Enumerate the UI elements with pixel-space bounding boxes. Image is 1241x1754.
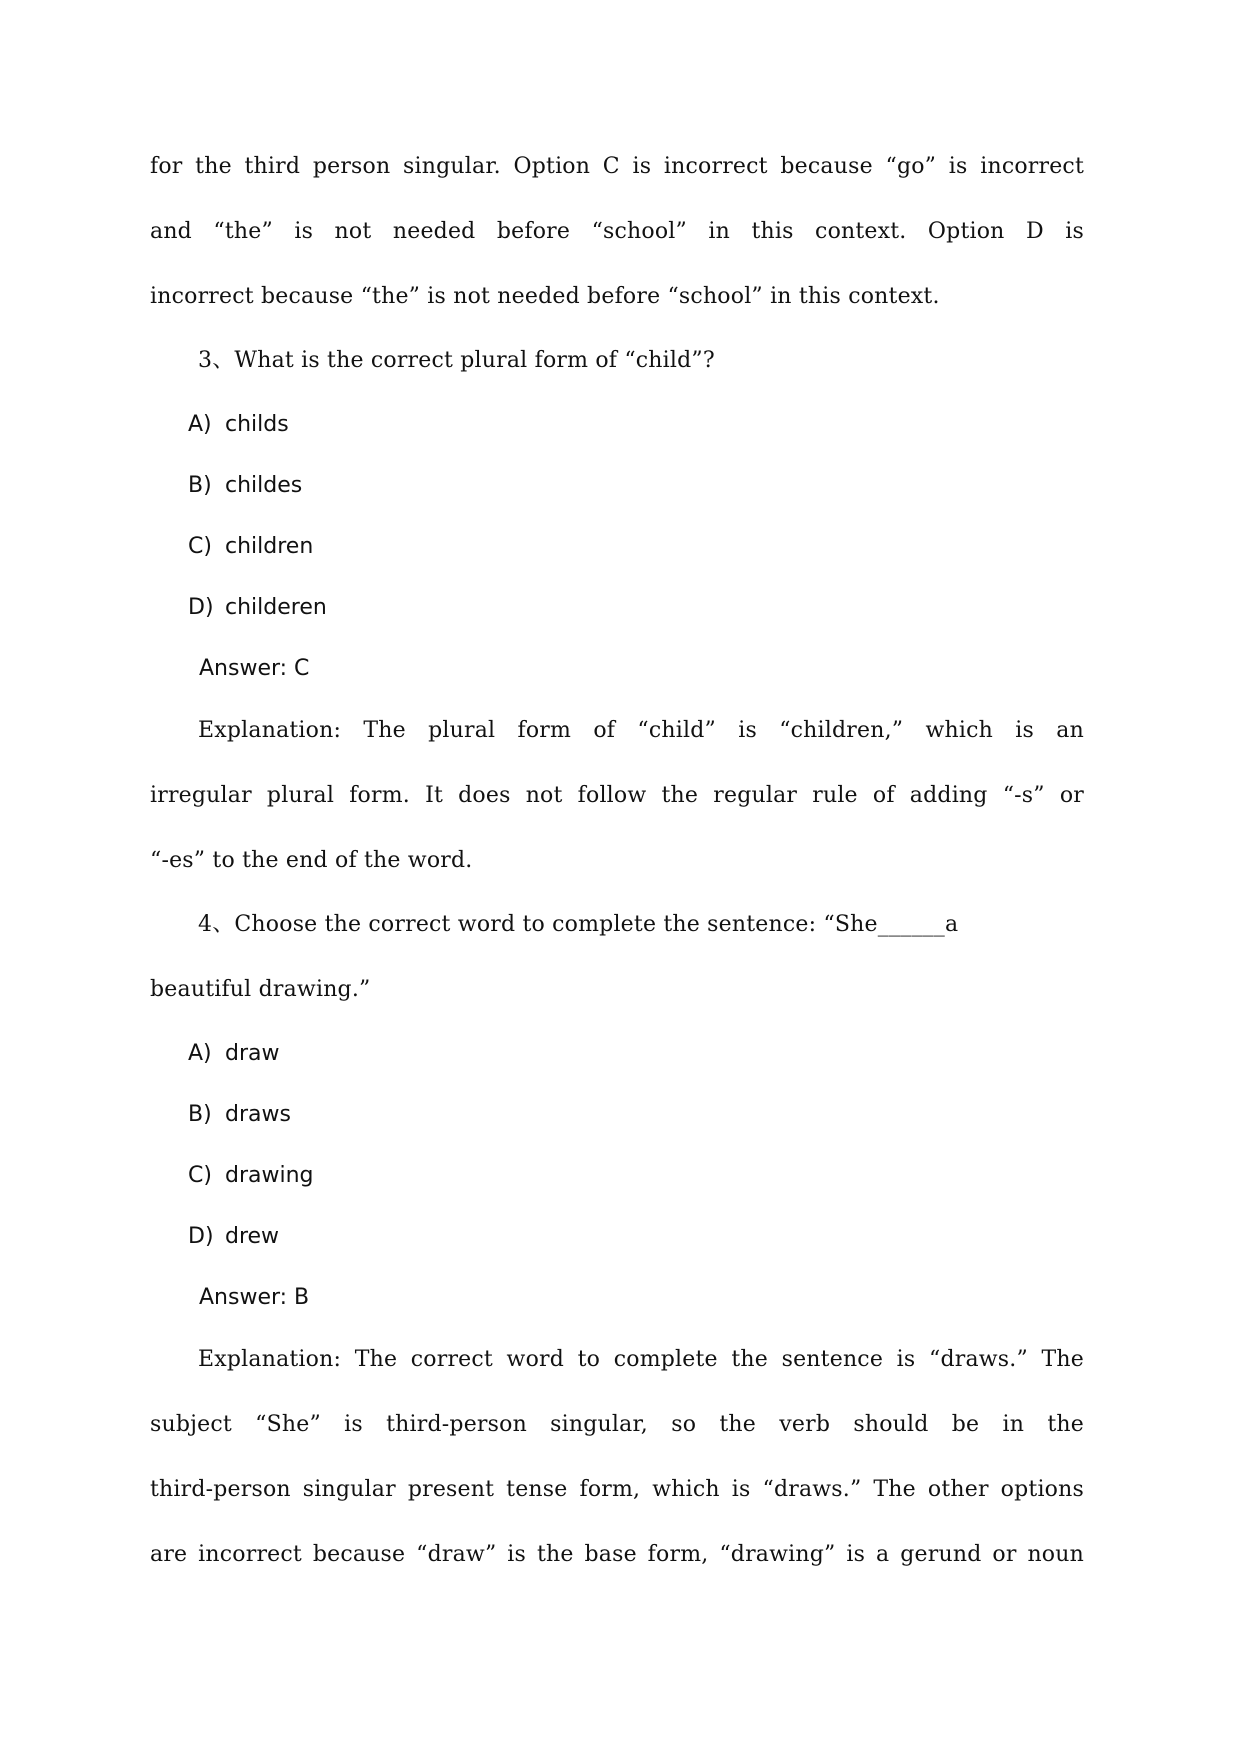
option-text: children [225,534,314,559]
option-text: childs [225,412,289,437]
continuation-line-2: and “the” is not needed before “school” in this context. Option D is [150,219,1084,244]
q3-explanation-line-3: “-es” to the end of the word. [150,848,473,873]
continuation-line-3: incorrect because “the” is not needed before “school” in this context. [150,284,940,309]
q4-option-c [188,1161,314,1191]
option-label: B) [188,473,212,498]
option-label: B) [188,1102,212,1127]
q4-explanation-line-2: subject “She” is third-person singular, so the verb should be in the [150,1412,1084,1437]
q4-answer: Answer: B [199,1285,310,1310]
q4-explanation-line-1: Explanation: The correct word to complete the sentence is “draws.” The [198,1347,1084,1372]
q3-option-c [188,532,313,562]
option-text: childes [225,473,303,498]
q3-answer: Answer: C [199,656,310,681]
question-3: 3、What is the correct plural form of “child”? [198,348,715,373]
continuation-line-1: for the third person singular. Option C is incorrect because “go” is incorrect [150,154,1084,179]
option-label: D) [188,1224,214,1249]
q3-option-b [188,471,302,501]
q4-explanation-line-4: are incorrect because “draw” is the base form, “drawing” is a gerund or noun [150,1542,1084,1567]
question-4-line-1: 4、Choose the correct word to complete the sentence: “She______a [198,912,959,937]
option-text: childeren [225,595,327,620]
option-label: A) [188,412,212,437]
option-label: A) [188,1041,212,1066]
option-label: C) [188,534,212,559]
q3-option-d [188,593,327,623]
option-label: C) [188,1163,212,1188]
q3-option-a [188,410,289,440]
option-label: D) [188,595,214,620]
option-text: draws [225,1102,291,1127]
q3-explanation-line-2: irregular plural form. It does not follow the regular rule of adding “-s” or [150,783,1084,808]
option-text: drew [225,1224,280,1249]
question-4-line-2: beautiful drawing.” [150,977,371,1002]
q4-option-b [188,1100,291,1130]
q4-explanation-line-3: third-person singular present tense form, which is “draws.” The other options [150,1477,1084,1502]
option-text: drawing [225,1163,314,1188]
q4-option-d [188,1222,279,1252]
q4-option-a [188,1039,279,1069]
option-text: draw [225,1041,280,1066]
q3-explanation-line-1: Explanation: The plural form of “child” is “children,” which is an [198,718,1084,743]
